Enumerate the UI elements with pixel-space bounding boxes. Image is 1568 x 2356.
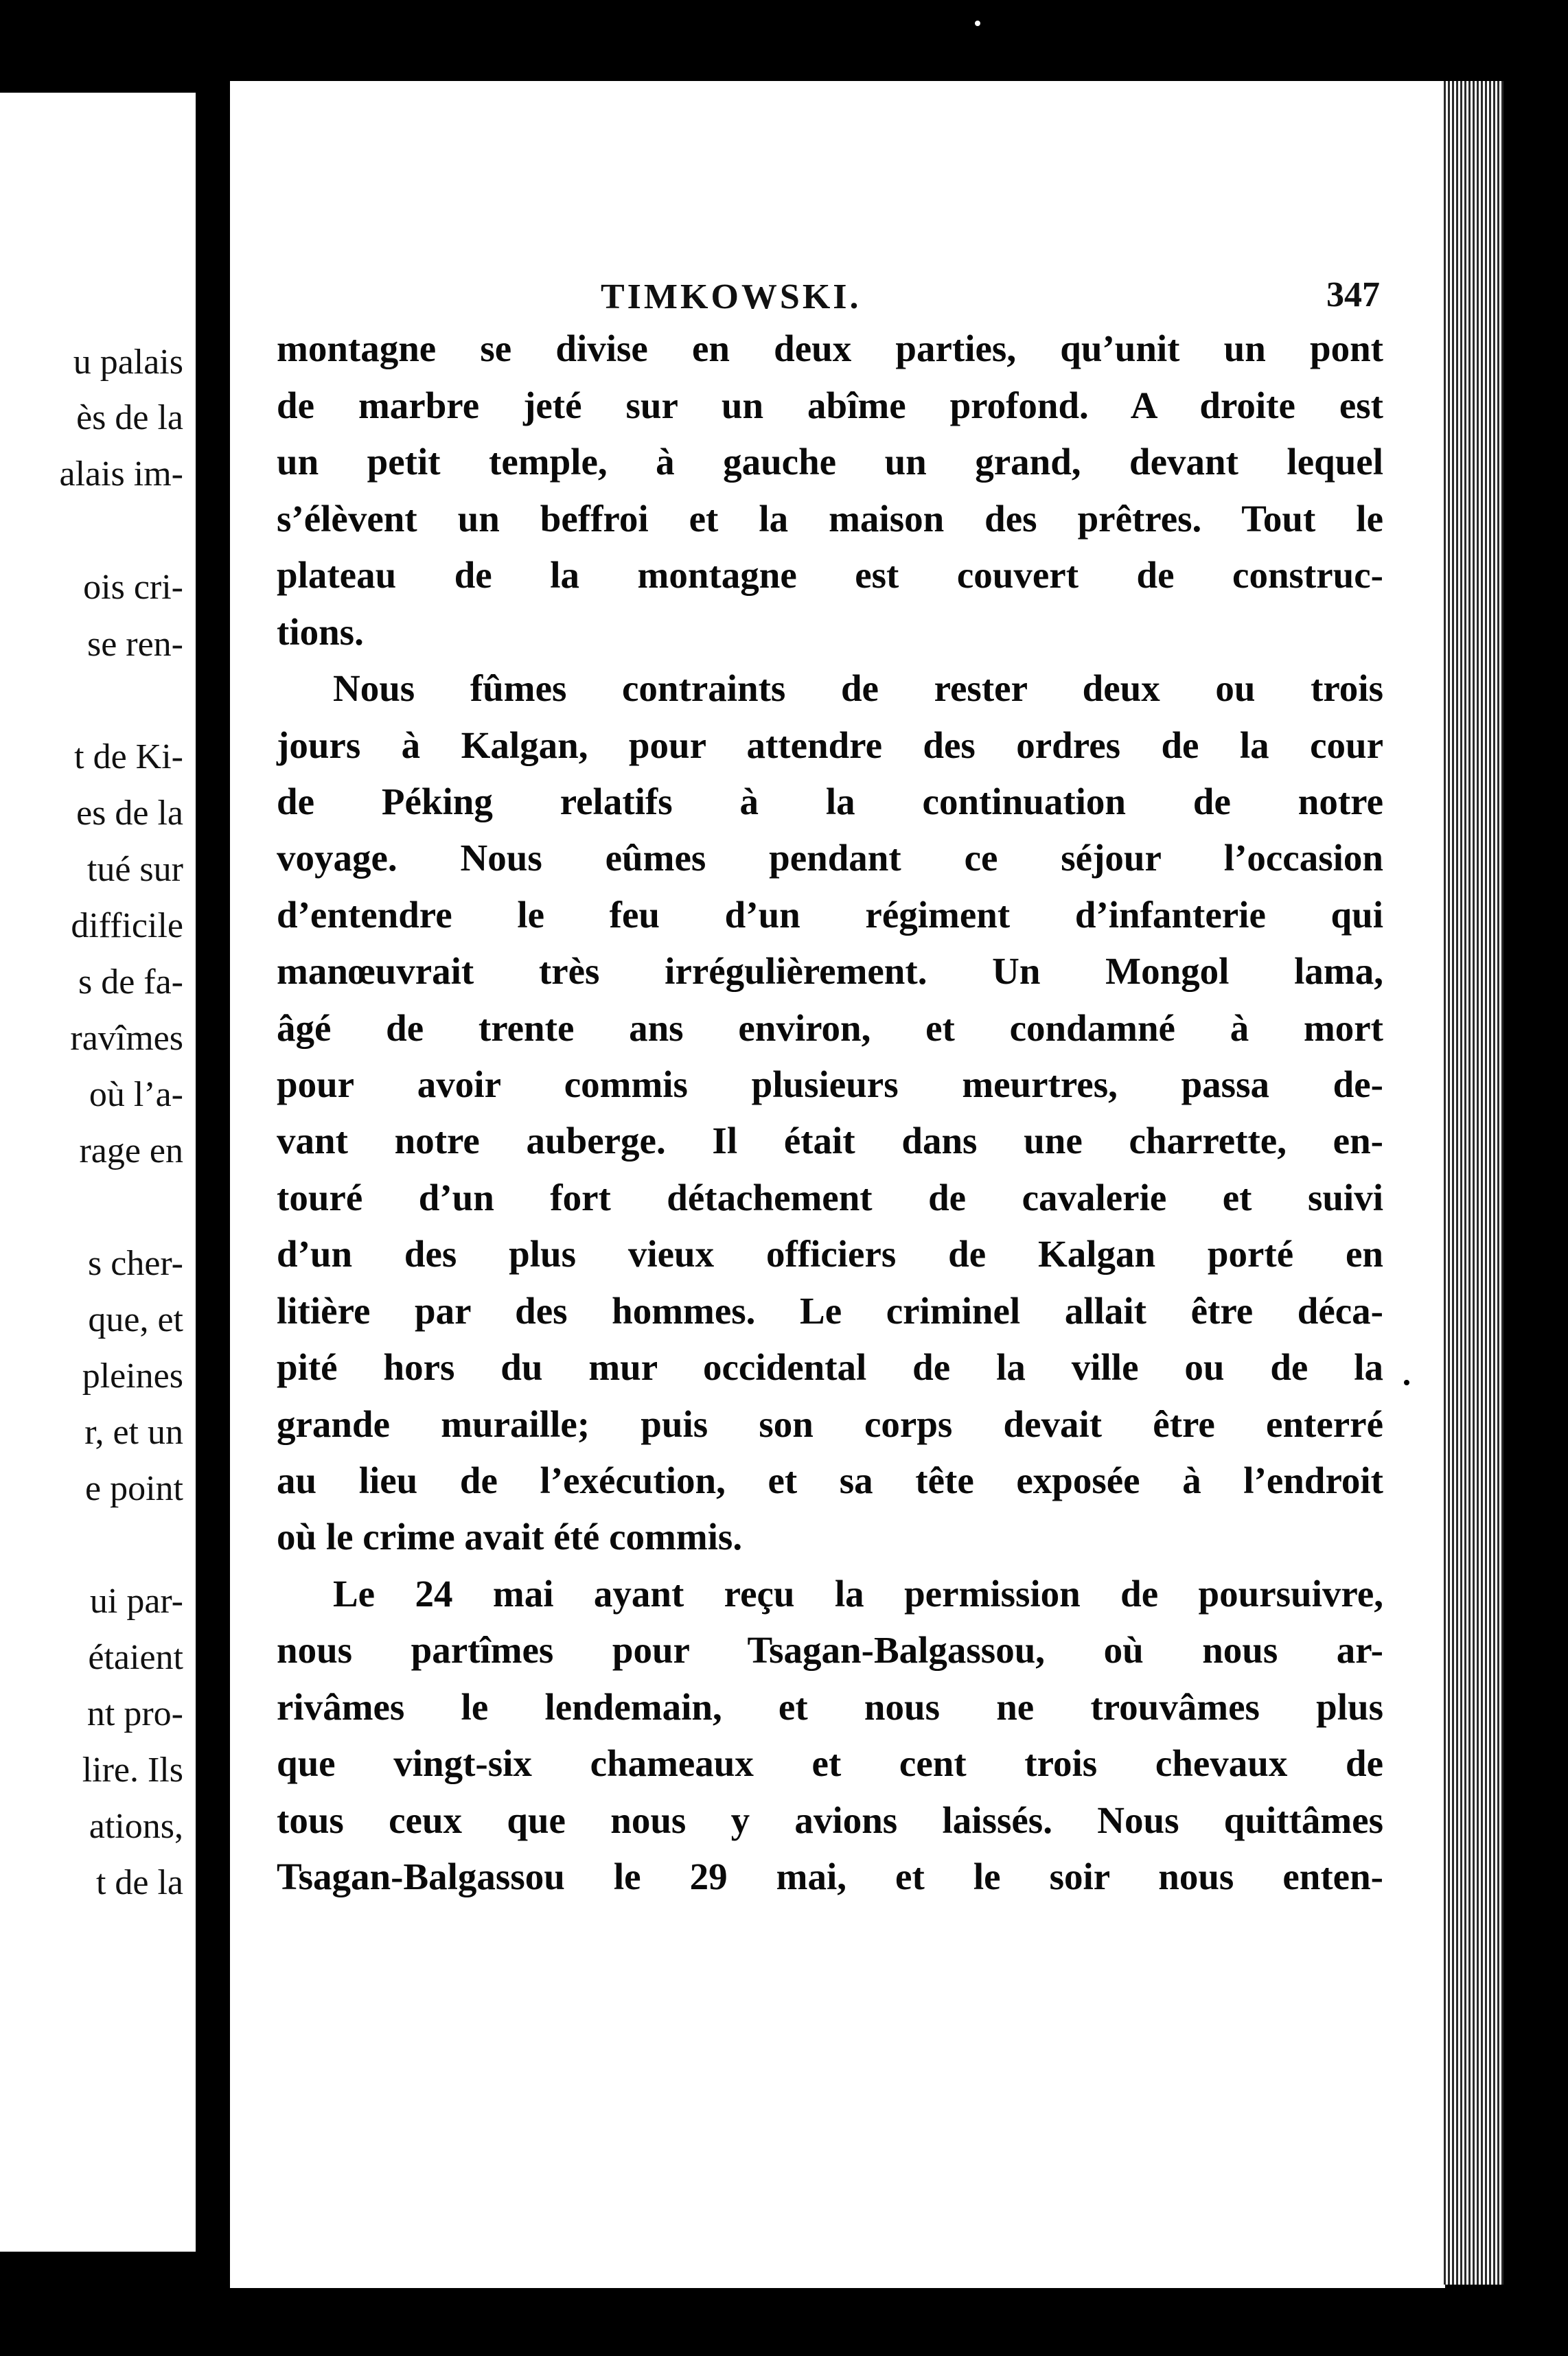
text-line: un petit temple, à gauche un grand, devant lequel: [277, 441, 1383, 483]
text-line: Le 24 mai ayant reçu la permission de poursuivre,: [333, 1573, 1383, 1615]
left-page-line: difficile: [71, 906, 183, 945]
text-line: tous ceux que nous y avions laissés. Nous quittâmes: [277, 1799, 1383, 1841]
left-page-line: ois cri-: [83, 568, 183, 607]
text-line: au lieu de l’exécution, et sa tête exposée à l’endroit: [277, 1459, 1383, 1501]
ink-speck: [1404, 1380, 1409, 1385]
left-page-line: tué sur: [87, 850, 183, 889]
text-line: de Péking relatifs à la continuation de notre: [277, 781, 1383, 822]
left-page-line: ui par-: [89, 1582, 183, 1621]
left-page-line: t de Ki-: [74, 737, 183, 776]
text-line: pité hors du mur occidental de la ville ou de la: [277, 1346, 1383, 1388]
text-line: voyage. Nous eûmes pendant ce séjour l’occasion: [277, 837, 1383, 879]
left-page-line: lire. Ils: [82, 1751, 183, 1790]
left-page-line: que, et: [88, 1300, 183, 1339]
text-line: de marbre jeté sur un abîme profond. A droite est: [277, 384, 1383, 426]
running-header: TIMKOWSKI.: [601, 277, 862, 316]
left-page-line: s cher-: [88, 1244, 183, 1283]
text-line: montagne se divise en deux parties, qu’unit un pont: [277, 327, 1383, 369]
book-page: [230, 81, 1445, 2288]
text-line: où le crime avait été commis.: [277, 1516, 743, 1558]
text-line: d’entendre le feu d’un régiment d’infanterie qui: [277, 894, 1383, 936]
page-number: 347: [1326, 275, 1380, 314]
text-line: grande muraille; puis son corps devait être enterré: [277, 1403, 1383, 1445]
text-line: rivâmes le lendemain, et nous ne trouvâmes plus: [277, 1686, 1383, 1728]
text-line: plateau de la montagne est couvert de construc-: [277, 554, 1383, 596]
text-line: tions.: [277, 611, 364, 653]
dust-speck: [975, 21, 980, 26]
left-page-line: r, et un: [84, 1413, 183, 1452]
text-line: s’élèvent un beffroi et la maison des prêtres. Tout le: [277, 498, 1383, 540]
text-line: d’un des plus vieux officiers de Kalgan porté en: [277, 1233, 1383, 1275]
text-line: Nous fûmes contraints de rester deux ou trois: [333, 667, 1383, 709]
left-page-line: se ren-: [87, 625, 183, 664]
text-line: touré d’un fort détachement de cavalerie et suivi: [277, 1177, 1383, 1219]
left-page-line: s de fa-: [78, 962, 183, 1002]
left-page-line: pleines: [82, 1356, 183, 1396]
left-page-line: u palais: [73, 343, 183, 382]
left-page-line: où l’a-: [89, 1075, 183, 1114]
left-page-line: étaient: [88, 1638, 183, 1677]
text-line: vant notre auberge. Il était dans une charrette, en-: [277, 1120, 1383, 1162]
page-fore-edge: [1442, 81, 1503, 2285]
text-line: âgé de trente ans environ, et condamné à mort: [277, 1007, 1383, 1049]
text-line: nous partîmes pour Tsagan-Balgassou, où nous ar-: [277, 1629, 1383, 1671]
text-line: litière par des hommes. Le criminel allait être déca-: [277, 1290, 1383, 1332]
left-page-line: t de la: [95, 1863, 183, 1902]
left-page-line: es de la: [76, 794, 183, 833]
left-page-line: e point: [85, 1469, 183, 1508]
left-page-line: ations,: [89, 1807, 183, 1846]
text-line: jours à Kalgan, pour attendre des ordres de la cour: [277, 724, 1383, 766]
left-page-line: ès de la: [76, 398, 183, 437]
text-line: Tsagan-Balgassou le 29 mai, et le soir nous enten-: [277, 1856, 1383, 1897]
left-page-fragment: [0, 93, 196, 2252]
left-page-line: ravîmes: [70, 1019, 183, 1058]
left-page-line: alais im-: [59, 454, 183, 494]
text-line: manœuvrait très irrégulièrement. Un Mongol lama,: [277, 950, 1383, 992]
left-page-line: nt pro-: [87, 1694, 183, 1733]
book-gutter: [196, 76, 233, 2272]
text-line: pour avoir commis plusieurs meurtres, passa de-: [277, 1063, 1383, 1105]
text-line: que vingt-six chameaux et cent trois chevaux de: [277, 1742, 1383, 1784]
left-page-line: rage en: [79, 1131, 183, 1170]
